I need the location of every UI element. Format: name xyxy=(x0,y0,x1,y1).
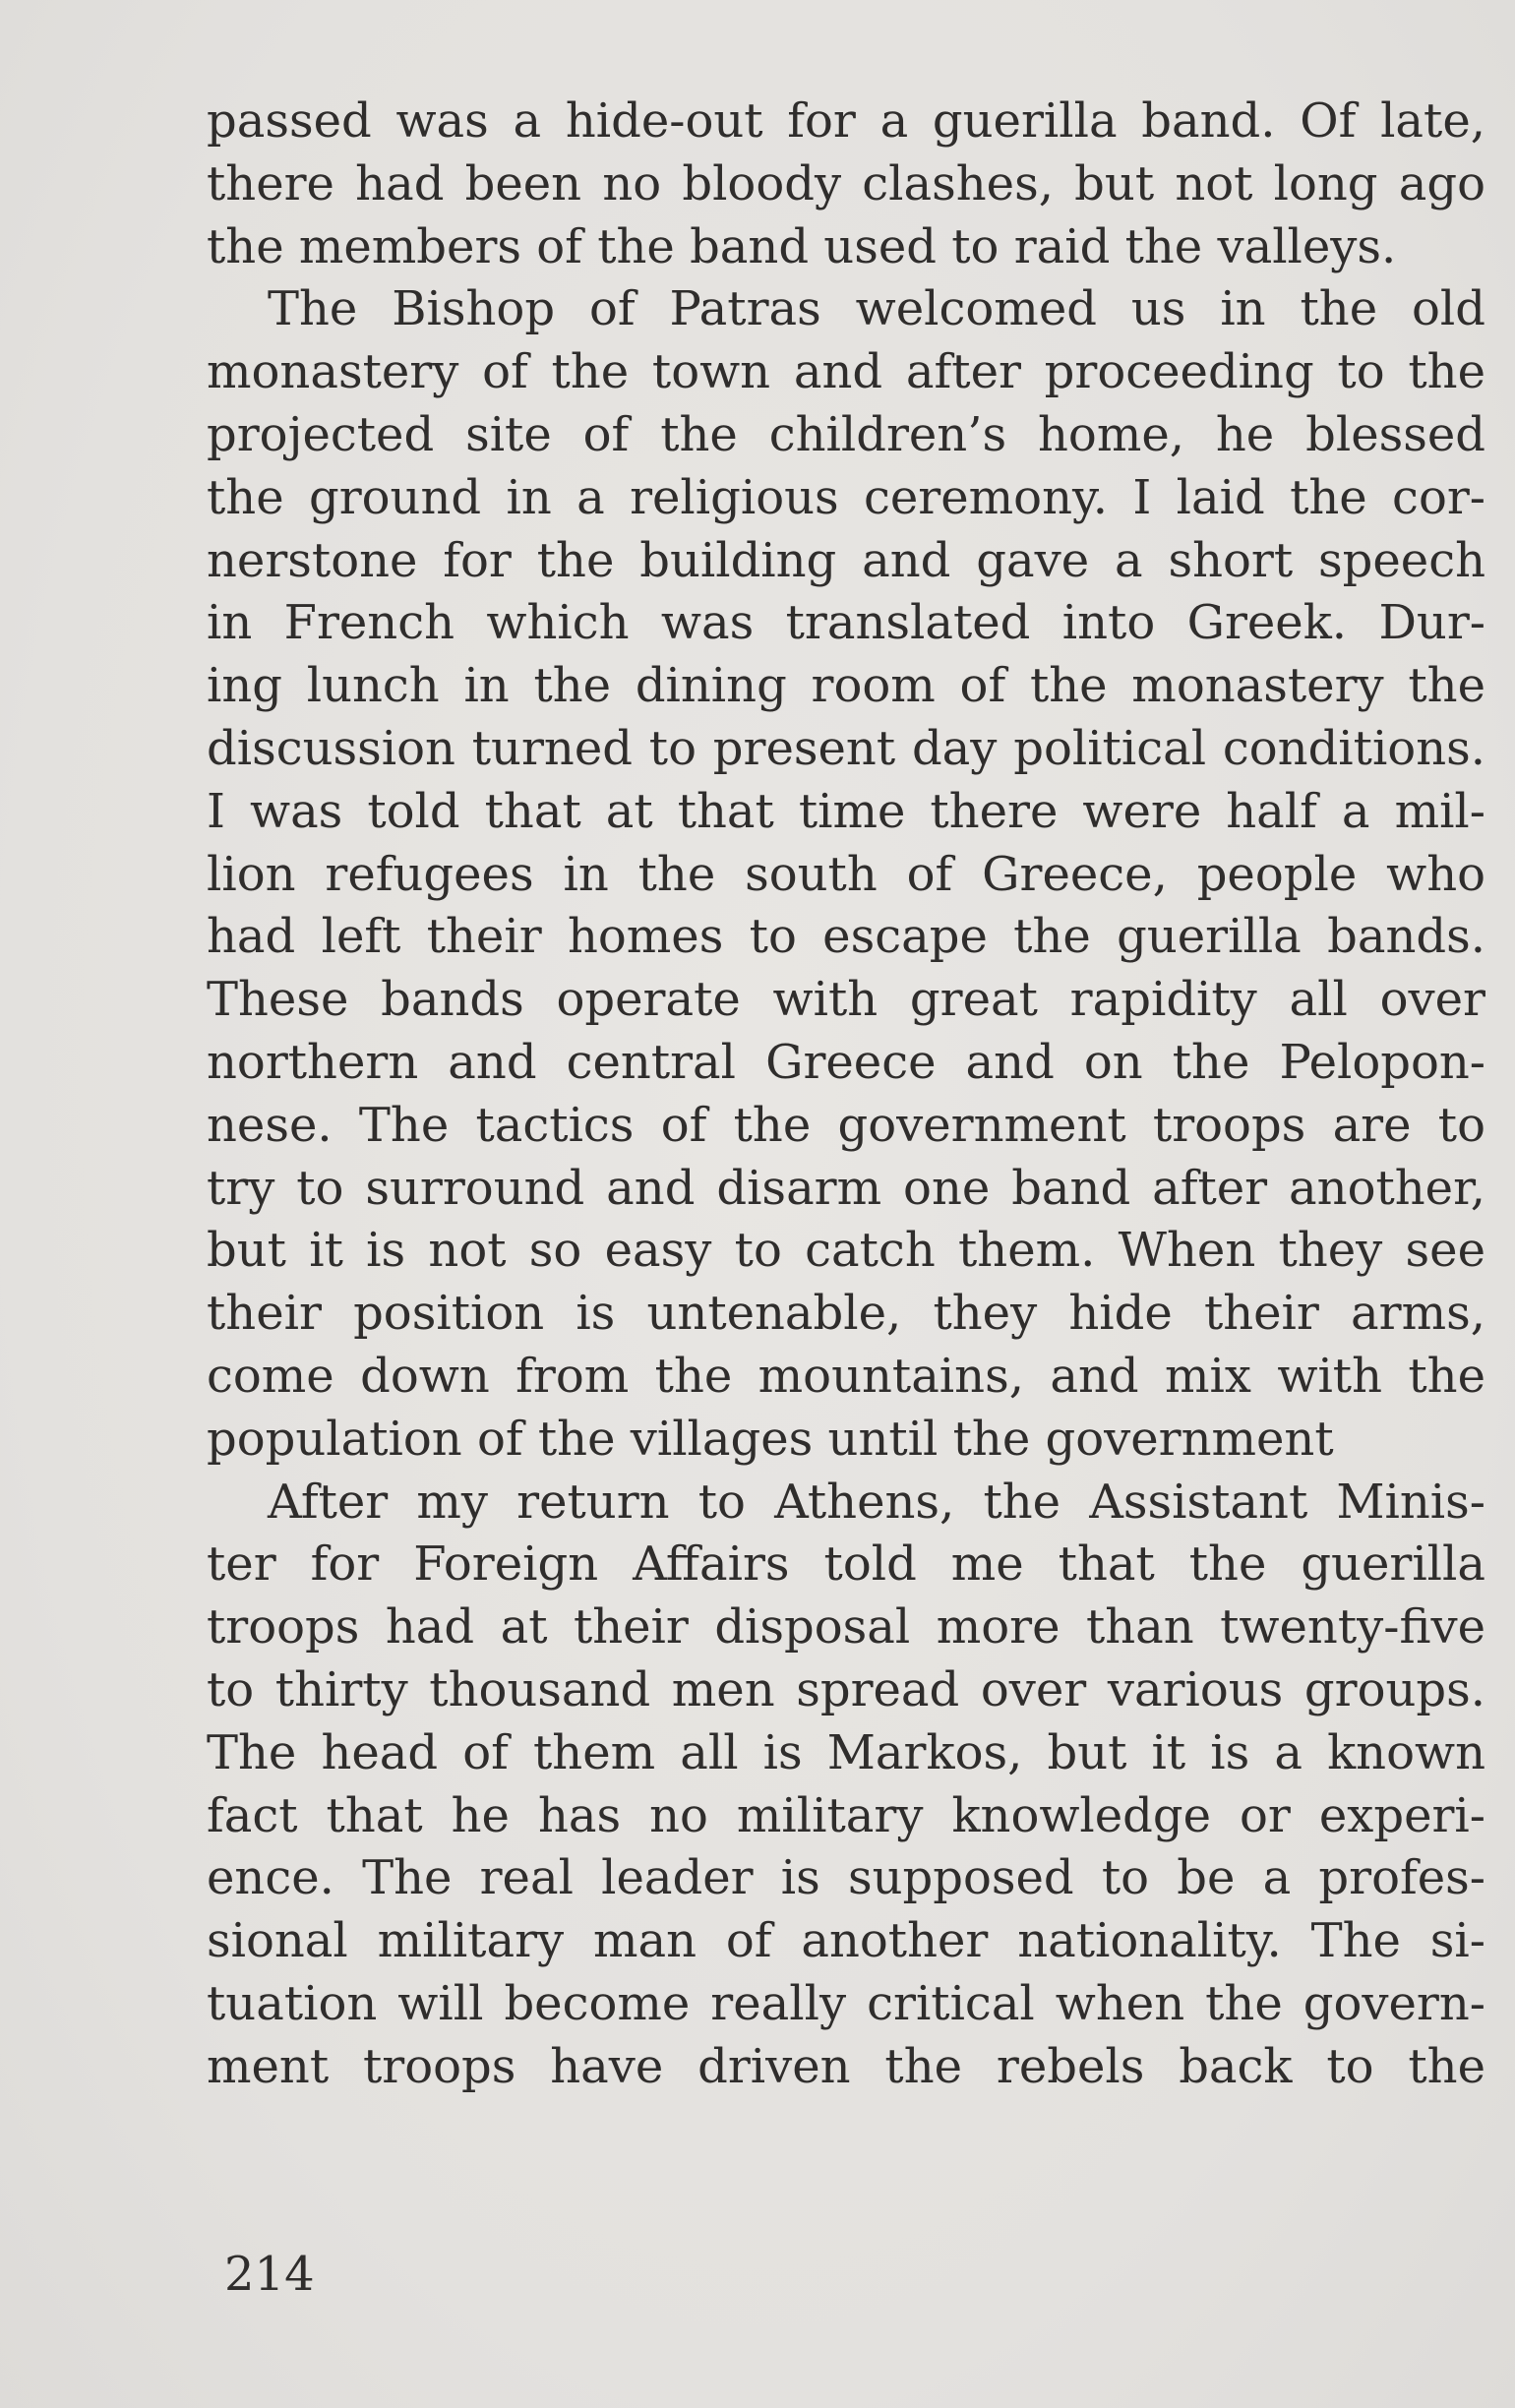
text-line: the ground in a religious ceremony. I laid the cor- xyxy=(207,469,1485,525)
text-line: After my return to Athens, the Assistant Minis- xyxy=(268,1474,1485,1530)
text-line: had left their homes to escape the guerilla bands. xyxy=(207,909,1485,965)
body-text xyxy=(207,90,1485,2099)
text-line: northern and central Greece and on the Pelopon- xyxy=(207,1034,1485,1090)
text-line: I was told that at that time there were half a mil- xyxy=(207,783,1485,839)
text-line: the members of the band used to raid the valleys. xyxy=(207,218,1397,274)
text-line: come down from the mountains, and mix with the xyxy=(207,1348,1485,1404)
text-line: ence. The real leader is supposed to be a profes- xyxy=(207,1850,1485,1906)
page-number: 214 xyxy=(224,2247,315,2302)
text-line: there had been no bloody clashes, but not long ago xyxy=(207,155,1485,211)
text-line: in French which was translated into Greek. Dur- xyxy=(207,595,1485,651)
text-line: discussion turned to present day political conditions. xyxy=(207,720,1485,776)
text-line: The Bishop of Patras welcomed us in the old xyxy=(268,281,1485,337)
text-line: nerstone for the building and gave a short speech xyxy=(207,532,1485,588)
text-line: but it is not so easy to catch them. When they see xyxy=(207,1223,1485,1279)
text-line: monastery of the town and after proceeding to the xyxy=(207,344,1485,400)
text-line: nese. The tactics of the government troops are to xyxy=(207,1097,1485,1153)
text-line: projected site of the children’s home, he blessed xyxy=(207,406,1485,462)
text-line: These bands operate with great rapidity all over xyxy=(207,972,1485,1028)
text-line: fact that he has no military knowledge or experi- xyxy=(207,1787,1485,1843)
text-line: lion refugees in the south of Greece, people who xyxy=(207,846,1485,902)
text-line: The head of them all is Markos, but it is a known xyxy=(207,1724,1485,1780)
text-line: passed was a hide-out for a guerilla band. Of late, xyxy=(207,93,1485,149)
text-line: their position is untenable, they hide their arms, xyxy=(207,1286,1485,1342)
text-line: ter for Foreign Affairs told me that the guerilla xyxy=(207,1536,1485,1593)
text-line: try to surround and disarm one band after another, xyxy=(207,1160,1485,1216)
text-line: sional military man of another nationality. The si- xyxy=(207,1913,1485,1969)
text-line: to thirty thousand men spread over various groups. xyxy=(207,1661,1485,1717)
text-line: population of the villages until the government xyxy=(207,1411,1334,1467)
text-line: ing lunch in the dining room of the monastery the xyxy=(207,658,1485,714)
text-line: tuation will become really critical when the govern- xyxy=(207,1975,1485,2031)
text-line: troops had at their disposal more than twenty-five xyxy=(207,1599,1485,1656)
text-line: ment troops have driven the rebels back to the xyxy=(207,2038,1485,2094)
